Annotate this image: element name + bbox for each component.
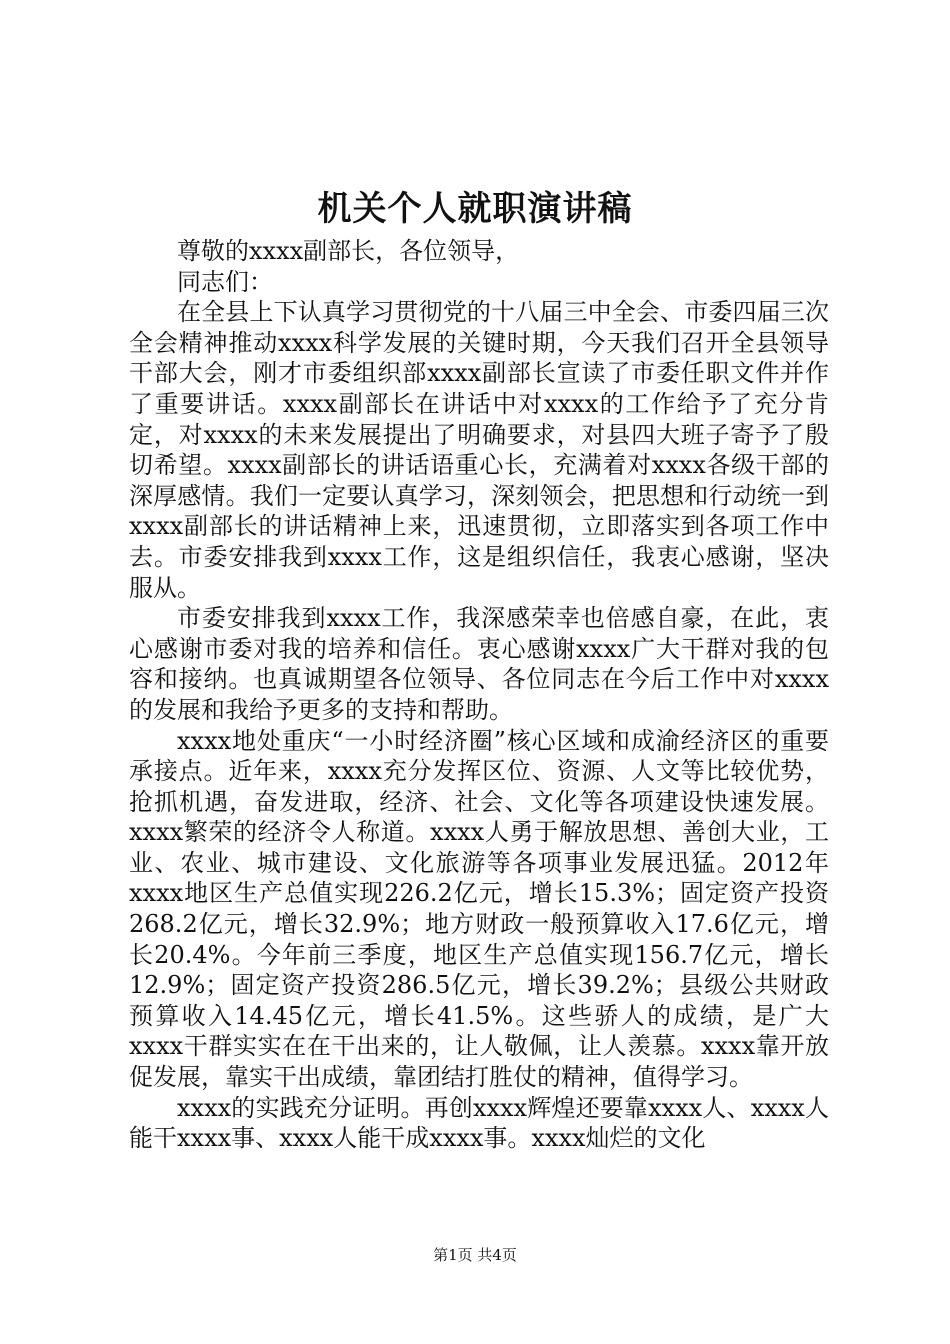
body-paragraph: xxxx地处重庆“一小时经济圈”核心区域和成渝经济区的重要承接点。近年来，xxxx充分发挥区位、资源、人文等比较优势，抢抓机遇，奋发进取，经济、社会、文化等各项建设快速发展。xxxx繁荣的经济令人称道。xxxx人勇于解放思想、善创大业，工业、农业、城市建设、文化旅游等各项事业发展迅猛。2012年xxxx地区生产总值实现226.2亿元，增长15.3%；固定资产投资268.2亿元，增长32.9%；地方财政一般预算收入17.6亿元，增长20.4%。今年前三季度，地区生产总值实现156.7亿元，增长12.9%；固定资产投资286.5亿元，增长39.2%；县级公共财政预算收入14.45亿元，增长41.5%。这些骄人的成绩，是广大xxxx干群实实在在干出来的，让人敬佩，让人羡慕。xxxx靠开放促发展，靠实干出成绩，靠团结打胜仗的精神，值得学习。 [129, 726, 829, 1092]
salutation-line: 同志们： [177, 267, 273, 296]
body-paragraph: xxxx的实践充分证明。再创xxxx辉煌还要靠xxxx人、xxxx人能干xxxx事、xxxx人能干成xxxx事。xxxx灿烂的文化 [129, 1093, 829, 1153]
salutation-line: 尊敬的xxxx副部长，各位领导， [177, 237, 520, 265]
document-title: 机关个人就职演讲稿 [317, 189, 633, 229]
body-paragraph: 在全县上下认真学习贯彻党的十八届三中全会、市委四届三次全会精神推动xxxx科学发展的关键时期，今天我们召开全县领导干部大会，刚才市委组织部xxxx副部长宣读了市委任职文件并作了重要讲话。xxxx副部长在讲话中对xxxx的工作给予了充分肯定，对xxxx的未来发展提出了明确要求，对县四大班子寄予了殷切希望。xxxx副部长的讲话语重心长，充满着对xxxx各级干部的深厚感情。我们一定要认真学习，深刻领会，把思想和行动统一到xxxx副部长的讲话精神上来，迅速贯彻，立即落实到各项工作中去。市委安排我到xxxx工作，这是组织信任，我衷心感谢，坚决服从。 [129, 298, 829, 602]
document-body [129, 236, 829, 1154]
page-footer: 第1页 共4页 [433, 1246, 517, 1264]
body-paragraph: 市委安排我到xxxx工作，我深感荣幸也倍感自豪，在此，衷心感谢市委对我的培养和信任。衷心感谢xxxx广大干群对我的包容和接纳。也真诚期望各位领导、各位同志在今后工作中对xxxx的发展和我给予更多的支持和帮助。 [129, 604, 829, 724]
